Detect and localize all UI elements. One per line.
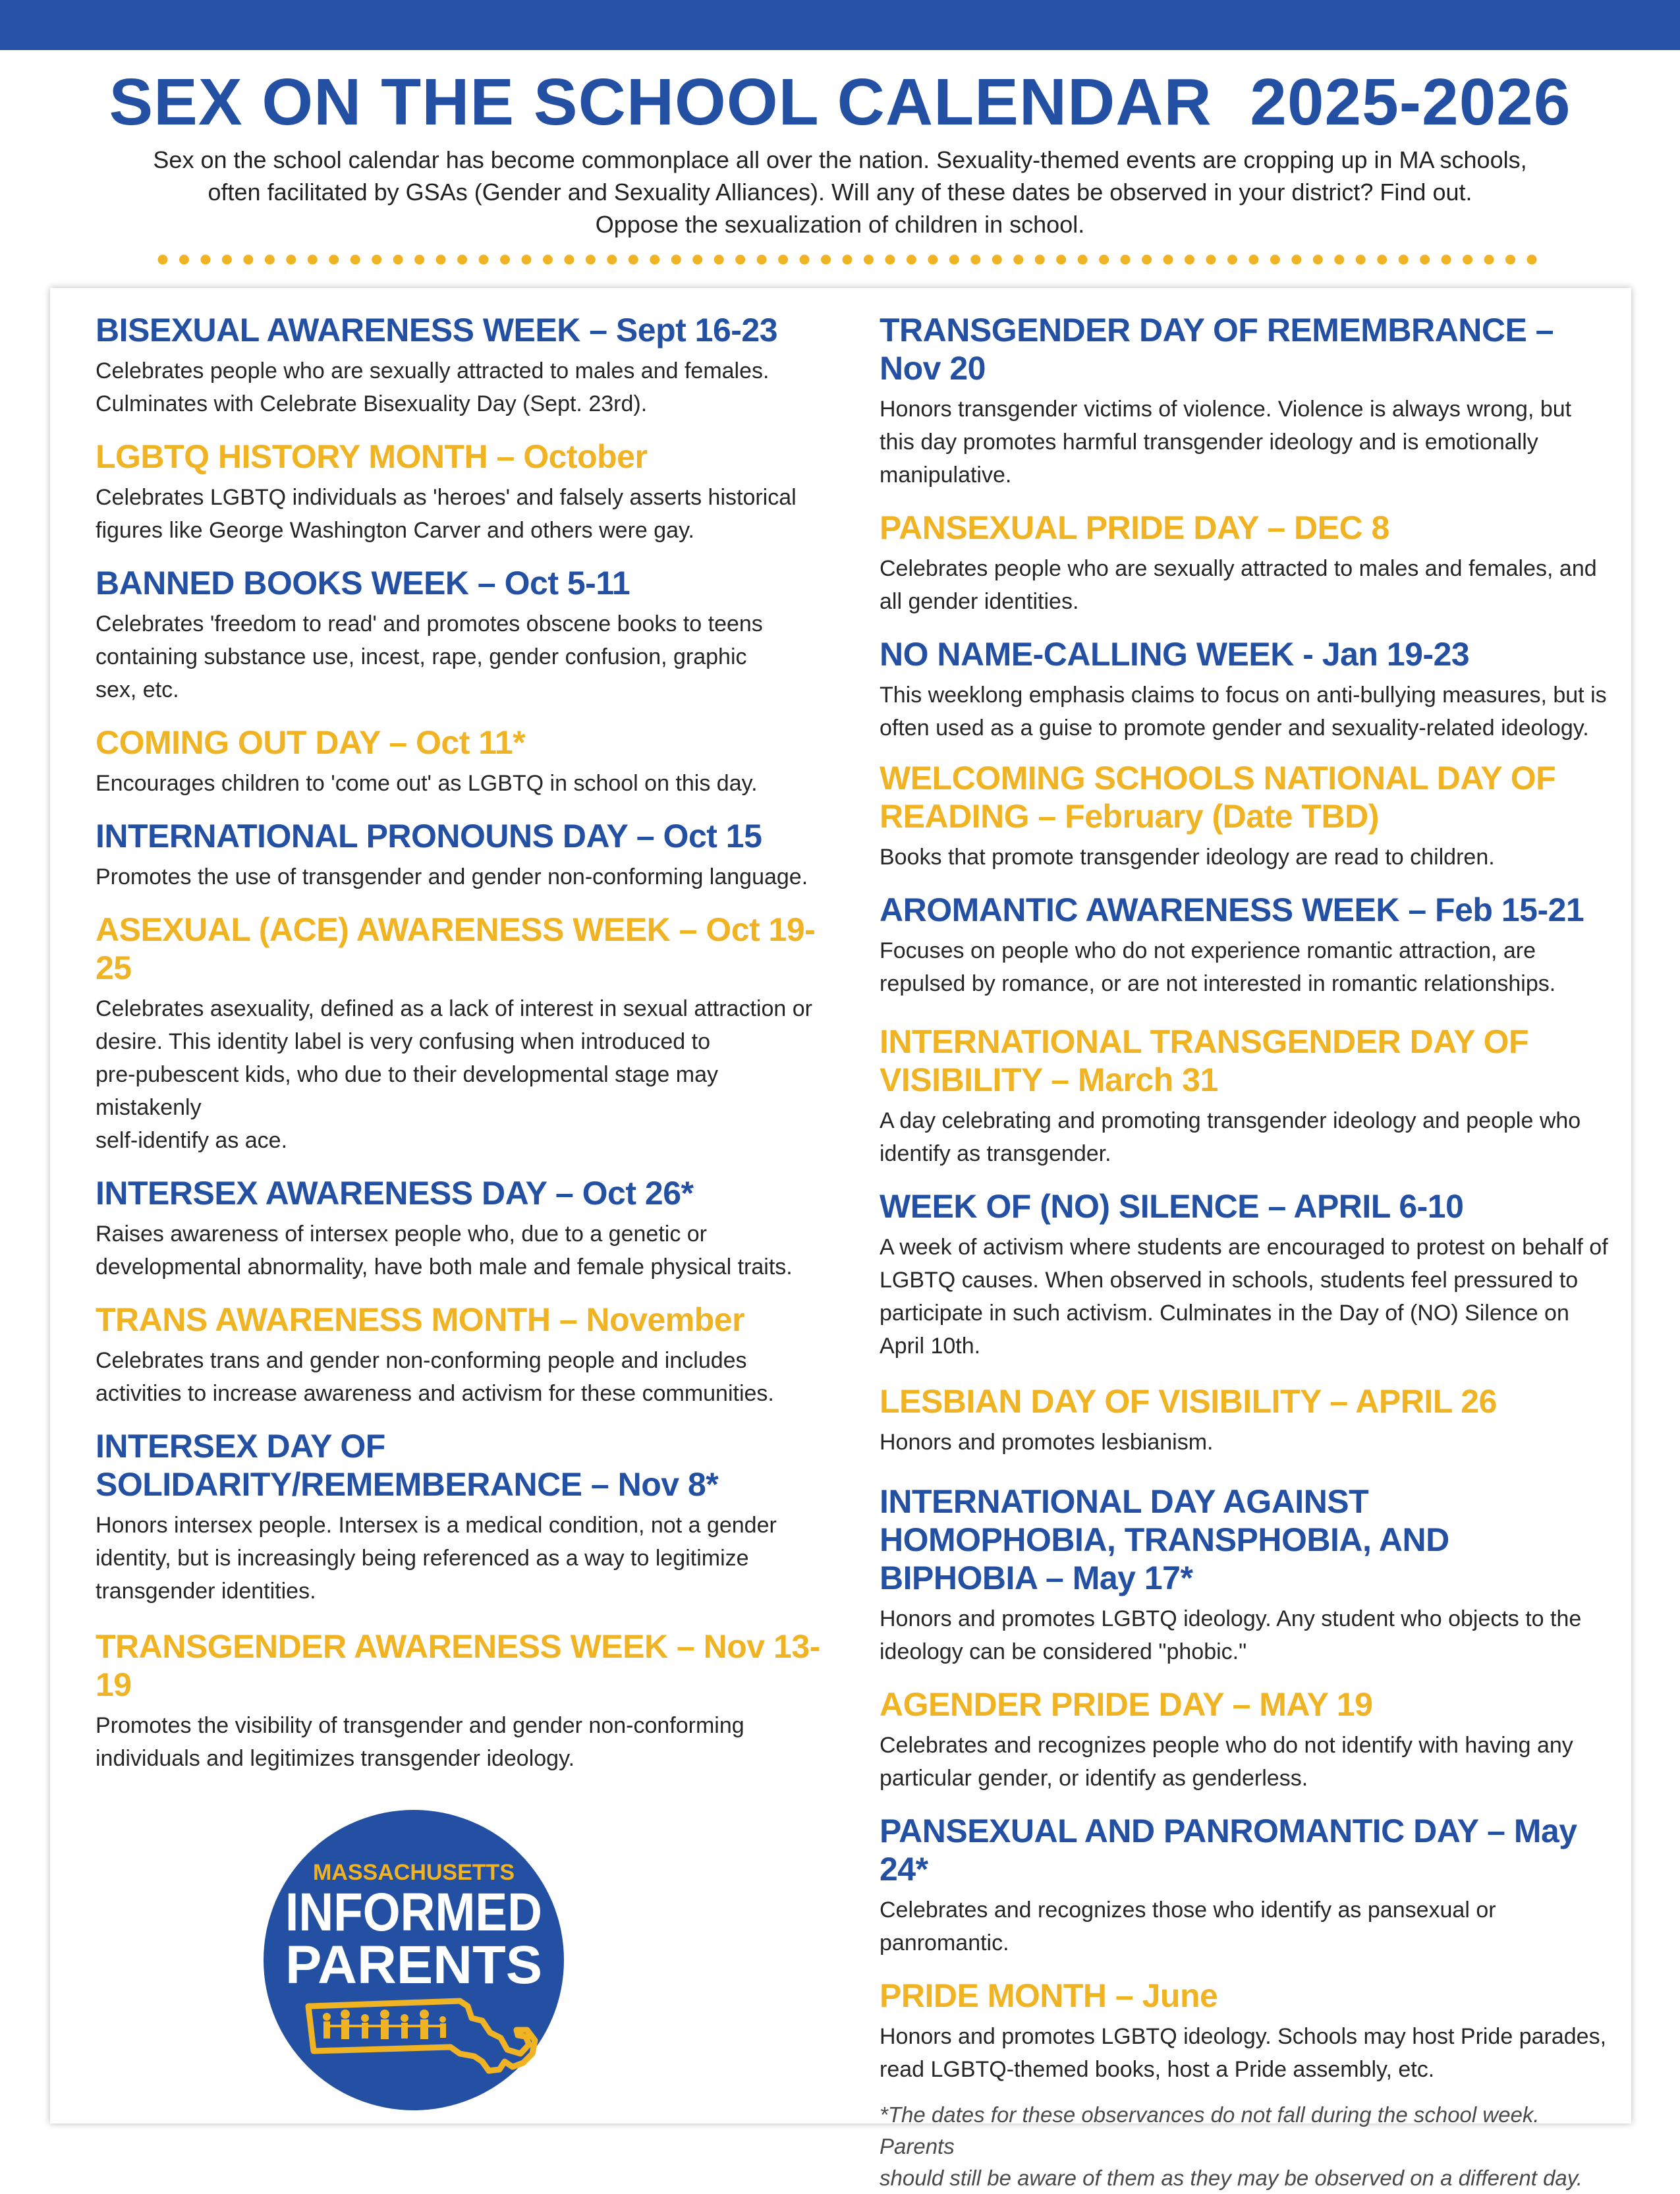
intro-line: Oppose the sexualization of children in school. [595, 211, 1085, 238]
calendar-event-lgbtq-history-month [96, 437, 827, 547]
divider-dot [1227, 255, 1237, 265]
event-description [96, 860, 827, 893]
event-description-line: transgender identities. [96, 1579, 316, 1604]
event-description-line: Honors intersex people. Intersex is a medical condition, not a gender [96, 1513, 777, 1538]
event-description-line: activities to increase awareness and activism for these communities. [96, 1381, 774, 1406]
event-description-line: This weeklong emphasis claims to focus on anti-bullying measures, but is [880, 683, 1607, 708]
calendar-event-intersex-awareness-day [96, 1174, 827, 1283]
event-description-line: Books that promote transgender ideology are read to children. [880, 845, 1495, 870]
divider-dot [629, 255, 638, 265]
event-description-line: developmental abnormality, have both male and female physical traits. [96, 1254, 793, 1280]
calendar-event-bisexual-awareness-week [96, 311, 827, 420]
divider-dot [329, 255, 339, 265]
event-description [96, 1344, 827, 1410]
event-title: ASEXUAL (ACE) AWARENESS WEEK – Oct 19-25 [96, 911, 816, 986]
footnote-line: should still be aware of them as they may be observed on a different day. [880, 2166, 1582, 2190]
divider-dot [1013, 255, 1023, 265]
divider-dot [1420, 255, 1430, 265]
divider-dot [1142, 255, 1152, 265]
event-description-line: self-identify as ace. [96, 1128, 288, 1153]
top-banner-bar [0, 0, 1680, 50]
divider-dot [586, 255, 596, 265]
event-description [96, 1509, 827, 1608]
divider-dot [1035, 255, 1045, 265]
divider-dot [1442, 255, 1451, 265]
event-description [96, 607, 827, 706]
divider-dot [500, 255, 510, 265]
event-description [96, 767, 827, 800]
divider-dot [350, 255, 360, 265]
calendar-event-welcoming-schools-national-day-of-reading [880, 759, 1611, 874]
event-description-line: repulsed by romance, or are not interested in romantic relationships. [880, 971, 1556, 996]
divider-dot [1056, 255, 1066, 265]
event-description-line: A week of activism where students are encouraged to protest on behalf of [880, 1235, 1608, 1260]
event-description [96, 992, 827, 1157]
event-description [880, 934, 1611, 1000]
event-description-line: Promotes the use of transgender and gender non-conforming language. [96, 864, 808, 889]
calendar-event-international-transgender-day-of-visibility [880, 1023, 1611, 1170]
event-description-line: figures like George Washington Carver and others were gay. [96, 518, 695, 543]
event-description-line: individuals and legitimizes transgender ideology. [96, 1746, 575, 1771]
calendar-event-coming-out-day [96, 723, 827, 800]
event-description-line: panromantic. [880, 1930, 1009, 1955]
event-title: BISEXUAL AWARENESS WEEK – Sept 16-23 [96, 312, 778, 349]
event-description-line: participate in such activism. Culminates in the Day of (NO) Silence on [880, 1301, 1569, 1326]
event-description-line: Culminates with Celebrate Bisexuality Day (Sept. 23rd). [96, 391, 648, 416]
event-title: LESBIAN DAY OF VISIBILITY – APRIL 26 [880, 1383, 1497, 1420]
divider-dot [479, 255, 489, 265]
divider-dot [1505, 255, 1515, 265]
divider-dot [1377, 255, 1387, 265]
event-title: INTERSEX DAY OF SOLIDARITY/REMEMBERANCE – Nov 8* [96, 1428, 719, 1503]
event-description-line: A day celebrating and promoting transgender ideology and people who [880, 1108, 1581, 1133]
calendar-event-pride-month [880, 1977, 1611, 2086]
event-description [96, 1218, 827, 1283]
divider-dot [1163, 255, 1173, 265]
calendar-event-transgender-day-of-remembrance [880, 311, 1611, 492]
divider-dot [286, 255, 296, 265]
event-description-line: ideology can be considered "phobic." [880, 1639, 1247, 1664]
divider-dot [907, 255, 916, 265]
divider-dot [692, 255, 702, 265]
page-title: SEX ON THE SCHOOL CALENDAR 2025-2026 [109, 65, 1571, 139]
divider-dot [393, 255, 403, 265]
divider-dot [650, 255, 659, 265]
event-description-line: Promotes the visibility of transgender and gender non-conforming [96, 1713, 744, 1738]
event-description-line: Encourages children to 'come out' as LGBTQ in school on this day. [96, 771, 758, 796]
divider-dot [179, 255, 189, 265]
event-description-line: Celebrates and recognizes people who do not identify with having any [880, 1733, 1573, 1758]
divider-dot [158, 255, 168, 265]
event-description-line: Celebrates 'freedom to read' and promotes obscene books to teens [96, 611, 763, 636]
event-title: WELCOMING SCHOOLS NATIONAL DAY OF READING – February (Date TBD) [880, 760, 1556, 835]
event-description [880, 393, 1611, 492]
divider-dot [436, 255, 446, 265]
divider-dot [821, 255, 831, 265]
event-description-line: often used as a guise to promote gender and sexuality-related ideology. [880, 716, 1589, 741]
divider-dot [778, 255, 788, 265]
event-description [96, 354, 827, 420]
left-column [96, 311, 827, 1775]
event-title: INTERSEX AWARENESS DAY – Oct 26* [96, 1175, 694, 1212]
divider-dot [1313, 255, 1323, 265]
intro-line: often facilitated by GSAs (Gender and Sexuality Alliances). Will any of these dates be observed in your district? Find out. [208, 179, 1472, 206]
event-description-line: April 10th. [880, 1334, 981, 1359]
event-description [880, 1894, 1611, 1959]
event-title: PRIDE MONTH – June [880, 1977, 1218, 2014]
footnote-line: *The dates for these observances do not fall during the school week. Parents [880, 2102, 1540, 2158]
event-title: TRANSGENDER AWARENESS WEEK – Nov 13-19 [96, 1628, 820, 1703]
event-title: INTERNATIONAL DAY AGAINST HOMOPHOBIA, TRANSPHOBIA, AND BIPHOBIA – May 17* [880, 1483, 1449, 1596]
event-description [880, 2020, 1611, 2086]
divider-dot [308, 255, 318, 265]
calendar-event-pansexual-pride-day [880, 509, 1611, 618]
event-description-line: Celebrates people who are sexually attracted to males and females, and [880, 556, 1597, 581]
divider-dot [243, 255, 253, 265]
divider-dot [928, 255, 938, 265]
event-description-line: pre-pubescent kids, who due to their developmental stage may mistakenly [96, 1062, 718, 1120]
calendar-event-no-name [880, 635, 1611, 745]
event-description-line: all gender identities. [880, 589, 1079, 614]
event-description-line: Celebrates and recognizes those who identify as pansexual or [880, 1898, 1496, 1923]
divider-dot [1334, 255, 1344, 265]
event-description [880, 1104, 1611, 1170]
intro-paragraph [115, 144, 1565, 240]
divider-dot [864, 255, 874, 265]
event-description-line: manipulative. [880, 463, 1012, 488]
event-description-line: desire. This identity label is very confusing when introduced to [96, 1029, 710, 1054]
logo-badge [262, 1809, 565, 2112]
divider-dot [1463, 255, 1472, 265]
divider-dot [1399, 255, 1409, 265]
divider-dot [885, 255, 895, 265]
footnote [880, 2099, 1611, 2194]
calendar-event-agender-pride-day [880, 1685, 1611, 1795]
divider-dot [1291, 255, 1301, 265]
event-description-line: particular gender, or identify as genderless. [880, 1766, 1308, 1791]
divider-dot [1121, 255, 1131, 265]
divider-dot [671, 255, 681, 265]
event-description [880, 841, 1611, 874]
event-title: TRANSGENDER DAY OF REMEMBRANCE – Nov 20 [880, 312, 1554, 387]
logo-text-massachusetts: MASSACHUSETTS [312, 1860, 515, 1885]
event-description [880, 1602, 1611, 1668]
event-description [96, 481, 827, 547]
calendar-event-aromantic-awareness-week [880, 891, 1611, 1000]
divider-dot [949, 255, 959, 265]
divider-dot [1185, 255, 1194, 265]
event-description-line: containing substance use, incest, rape, gender confusion, graphic [96, 644, 747, 669]
divider-dot [372, 255, 381, 265]
event-description [880, 552, 1611, 618]
divider-dot [1099, 255, 1109, 265]
event-description-line: Honors and promotes lesbianism. [880, 1430, 1214, 1455]
event-description-line: sex, etc. [96, 677, 179, 702]
dotted-divider [155, 252, 1539, 267]
divider-dot [735, 255, 745, 265]
calendar-event-banned-books-week [96, 564, 827, 706]
event-title: AGENDER PRIDE DAY – MAY 19 [880, 1686, 1373, 1723]
event-description-line: this day promotes harmful transgender ideology and is emotionally [880, 430, 1538, 455]
event-title: PANSEXUAL PRIDE DAY – DEC 8 [880, 509, 1389, 546]
event-description [880, 679, 1611, 745]
divider-dot [543, 255, 553, 265]
event-title: TRANS AWARENESS MONTH – November [96, 1301, 745, 1338]
divider-dot [1356, 255, 1366, 265]
calendar-event-pansexual-and-panromantic-day [880, 1812, 1611, 1959]
divider-dot [564, 255, 574, 265]
intro-line: Sex on the school calendar has become commonplace all over the nation. Sexuality-themed events are cropping up in MA schools, [153, 146, 1527, 173]
calendar-event-trans-awareness-month [96, 1301, 827, 1410]
divider-dot [265, 255, 275, 265]
calendar-event-week-of-no-silence [880, 1187, 1611, 1363]
divider-dot [714, 255, 724, 265]
divider-dot [1248, 255, 1258, 265]
logo-text-informed: INFORMED [285, 1882, 542, 1942]
divider-dot [1206, 255, 1216, 265]
divider-dot [1270, 255, 1280, 265]
event-title: AROMANTIC AWARENESS WEEK – Feb 15-21 [880, 891, 1584, 928]
calendar-event-international-pronouns-day [96, 817, 827, 893]
event-title: INTERNATIONAL PRONOUNS DAY – Oct 15 [96, 818, 762, 855]
event-description-line: Focuses on people who do not experience romantic attraction, are [880, 938, 1536, 963]
event-title: NO NAME-CALLING WEEK - Jan 19-23 [880, 636, 1470, 673]
calendar-event-international-day-against-homophobia-transphobia [880, 1482, 1611, 1668]
event-description-line: LGBTQ causes. When observed in schools, students feel pressured to [880, 1268, 1579, 1293]
divider-dot [414, 255, 424, 265]
event-title: BANNED BOOKS WEEK – Oct 5-11 [96, 565, 630, 602]
event-description-line: Honors and promotes LGBTQ ideology. Any student who objects to the [880, 1606, 1582, 1631]
event-title: LGBTQ HISTORY MONTH – October [96, 438, 648, 475]
divider-dot [222, 255, 232, 265]
event-description-line: identify as transgender. [880, 1141, 1111, 1166]
event-title: COMING OUT DAY – Oct 11* [96, 724, 526, 761]
divider-dot [843, 255, 853, 265]
event-title: WEEK OF (NO) SILENCE – APRIL 6-10 [880, 1188, 1464, 1225]
event-description-line: read LGBTQ-themed books, host a Pride assembly, etc. [880, 2057, 1435, 2082]
event-description [880, 1231, 1611, 1363]
calendar-event-intersex-day-of-solidarity-rememberance [96, 1427, 827, 1608]
event-description-line: Celebrates LGBTQ individuals as 'heroes' and falsely asserts historical [96, 485, 797, 510]
event-title: PANSEXUAL AND PANROMANTIC DAY – May 24* [880, 1813, 1577, 1888]
event-description-line: Celebrates people who are sexually attracted to males and females. [96, 358, 770, 383]
divider-dot [607, 255, 617, 265]
calendar-event-asexual-ace-awareness-week [96, 911, 827, 1157]
event-description-line: Honors transgender victims of violence. Violence is always wrong, but [880, 397, 1572, 422]
event-description-line: Honors and promotes LGBTQ ideology. Schools may host Pride parades, [880, 2024, 1607, 2049]
divider-dot [992, 255, 1002, 265]
divider-dot [1078, 255, 1088, 265]
divider-dot [200, 255, 210, 265]
right-column [880, 311, 1611, 2194]
divider-dot [757, 255, 767, 265]
divider-dot [457, 255, 467, 265]
event-title: INTERNATIONAL TRANSGENDER DAY OF VISIBILITY – March 31 [880, 1023, 1529, 1098]
divider-dot [800, 255, 810, 265]
calendar-event-lesbian-day-of-visibility [880, 1382, 1611, 1459]
event-description [96, 1709, 827, 1775]
event-description-line: Raises awareness of intersex people who, due to a genetic or [96, 1222, 707, 1247]
event-description [880, 1426, 1611, 1459]
divider-dot [521, 255, 531, 265]
divider-dot [1527, 255, 1537, 265]
event-description [880, 1729, 1611, 1795]
logo-text-parents: PARENTS [285, 1935, 542, 1995]
event-description-line: identity, but is increasingly being referenced as a way to legitimize [96, 1546, 749, 1571]
event-description-line: Celebrates asexuality, defined as a lack of interest in sexual attraction or [96, 996, 812, 1021]
divider-dot [970, 255, 980, 265]
event-description-line: Celebrates trans and gender non-conforming people and includes [96, 1348, 747, 1373]
divider-dot [1484, 255, 1494, 265]
calendar-event-transgender-awareness-week [96, 1627, 827, 1775]
